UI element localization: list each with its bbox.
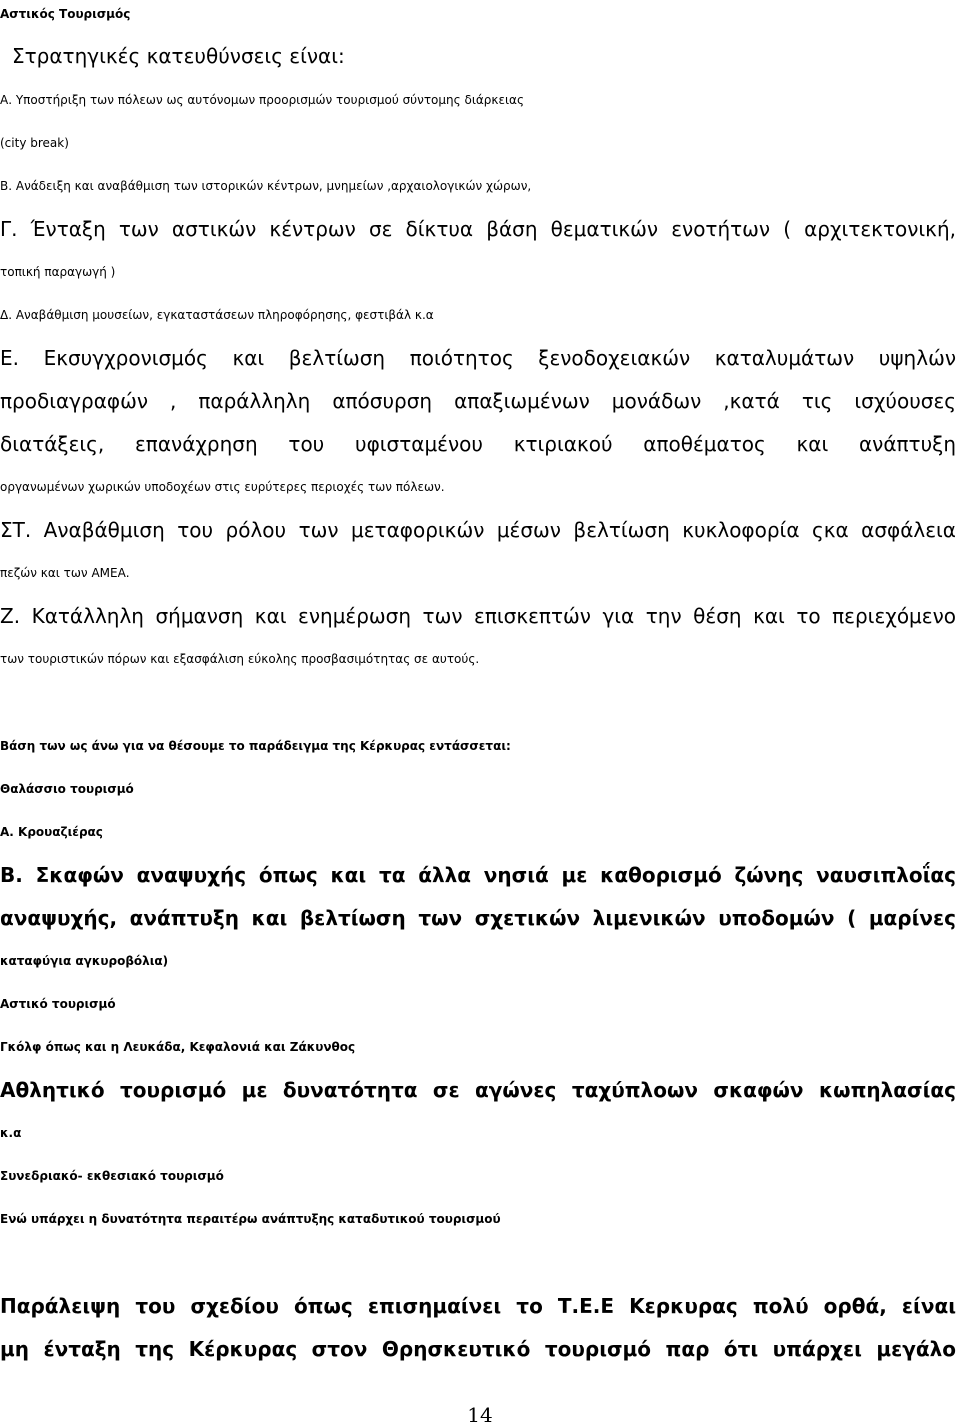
bold-line-3: Α. Κρουαζιέρας (0, 825, 103, 839)
item-e-line-3: διατάξεις, επανάχρηση του υφισταμένου κτιριακού αποθέματος και ανάπτυξη (0, 432, 956, 456)
bold-line-4: Β. Σκαφών αναψυχής όπως και τα άλλα νησιά με καθορισμό ζώνης ναυσιπλοΐας (0, 863, 956, 887)
item-e-line-1: Ε. Εκσυγχρονισμός και βελτίωση ποιότητος ξενοδοχειακών καταλυμάτων υψηλών (0, 346, 956, 370)
item-c-line-1: Γ. Ένταξη των αστικών κέντρων σε δίκτυα βάση θεματικών ενοτήτων ( αρχιτεκτονική, (0, 217, 956, 241)
bold-line-12: Ενώ υπάρχει η δυνατότητα περαιτέρω ανάπτυξης καταδυτικού τουρισμού (0, 1212, 501, 1226)
bold-line-13: Παράλειψη του σχεδίου όπως επισημαίνει το Τ.Ε.Ε Κερκυρας πολύ ορθά, είναι (0, 1294, 956, 1318)
bold-line-11: Συνεδριακό- εκθεσιακό τουρισμό (0, 1169, 224, 1183)
section-heading: Αστικός Τουρισμός (0, 7, 131, 21)
item-z-line-2: των τουριστικών πόρων και εξασφάλιση εύκολης προσβασιμότητας σε αυτούς. (0, 652, 480, 666)
item-a-line-1: Α. Υποστήριξη των πόλεων ως αυτόνομων προορισμών τουρισμού σύντομης διάρκειας (0, 93, 524, 107)
item-b-line-1: Β. Ανάδειξη και αναβάθμιση των ιστορικών κέντρων, μνημείων ,αρχαιολογικών χώρων, (0, 179, 532, 193)
item-f-line-1: ΣΤ. Αναβάθμιση του ρόλου των μεταφορικών μέσων βελτίωση κυκλοφορία ςκα ασφάλεια (0, 518, 956, 542)
item-z-line-1: Ζ. Κατάλληλη σήμανση και ενημέρωση των επισκεπτών για την θέση και το περιεχόμενο (0, 604, 956, 628)
bold-line-9: Αθλητικό τουρισμό με δυνατότητα σε αγώνες ταχύπλοων σκαφών κωπηλασίας (0, 1078, 956, 1102)
item-e-line-4: οργανωμένων χωρικών υποδοχέων στις ευρύτερες περιοχές των πόλεων. (0, 480, 445, 494)
bold-line-5: αναψυχής, ανάπτυξη και βελτίωση των σχετικών λιμενικών υποδομών ( μαρίνες (0, 906, 956, 930)
bold-line-7: Αστικό τουρισμό (0, 997, 116, 1011)
intro-text: Στρατηγικές κατευθύνσεις είναι: (12, 44, 345, 68)
bold-line-6: καταφύγια αγκυροβόλια) (0, 954, 169, 968)
bold-line-2: Θαλάσσιο τουρισμό (0, 782, 134, 796)
item-e-line-2: προδιαγραφών , παράλληλη απόσυρση απαξιωμένων μονάδων ,κατά τις ισχύουσες (0, 389, 956, 413)
bold-line-8: Γκόλφ όπως και η Λευκάδα, Κεφαλονιά και Ζάκυνθος (0, 1040, 356, 1054)
bold-line-10: κ.α (0, 1126, 22, 1140)
page-number: 14 (467, 1403, 493, 1427)
item-d-line-1: Δ. Αναβάθμιση μουσείων, εγκαταστάσεων πληροφόρησης, φεστιβάλ κ.α (0, 308, 434, 322)
bold-line-14: μη ένταξη της Κέρκυρας στον Θρησκευτικό τουρισμό παρ ότι υπάρχει μεγάλο (0, 1337, 956, 1361)
item-f-line-2: πεζών και των ΑΜΕΑ. (0, 566, 130, 580)
item-a-line-2: (city break) (0, 136, 69, 150)
item-c-line-2: τοπική παραγωγή ) (0, 265, 116, 279)
bold-line-1: Βάση των ως άνω για να θέσουμε το παράδειγμα της Κέρκυρας εντάσσεται: (0, 739, 511, 753)
